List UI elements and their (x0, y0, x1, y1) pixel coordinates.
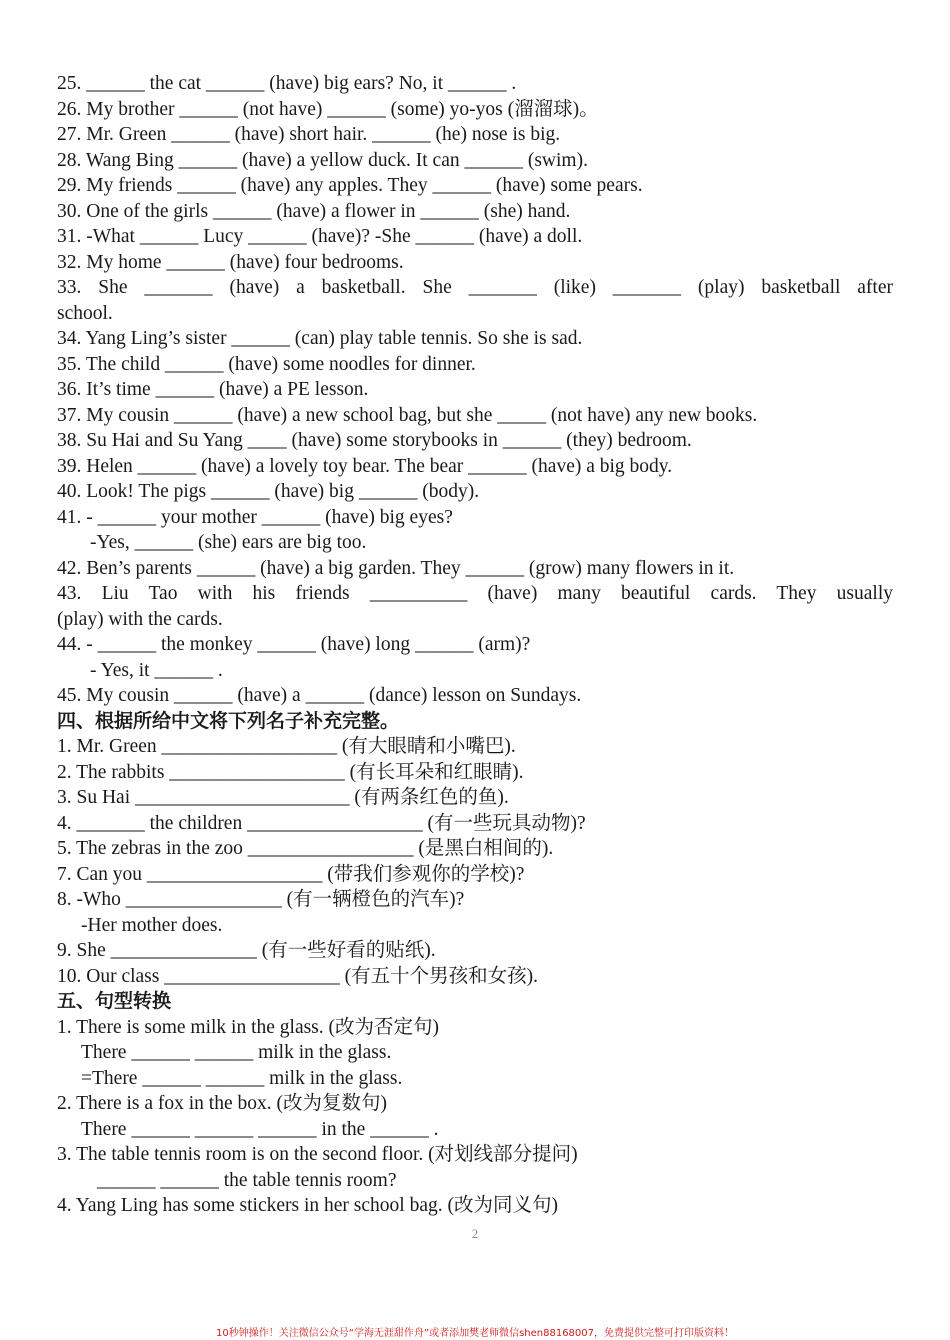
exercise-line: 2. There is a fox in the box. (改为复数句) (57, 1093, 387, 1114)
exercise-line: 28. Wang Bing ______ (have) a yellow duck. It can ______ (swim). (57, 149, 588, 171)
exercise-line: There ______ ______ ______ in the ______ . (81, 1118, 439, 1140)
page-number: 2 (471, 1226, 479, 1241)
exercise-line: 42. Ben’s parents ______ (have) a big garden. They ______ (grow) many flowers in it. (57, 557, 735, 579)
exercise-line: 25. ______ the cat ______ (have) big ears? No, it ______ . (57, 73, 517, 94)
exercise-line: 27. Mr. Green ______ (have) short hair. ______ (he) nose is big. (57, 124, 561, 145)
exercise-line: 31. -What ______ Lucy ______ (have)? -She ______ (have) a doll. (57, 226, 583, 247)
exercise-line: -Yes, ______ (she) ears are big too. (90, 532, 367, 553)
exercise-line: 3. The table tennis room is on the second floor. (对划线部分提问) (57, 1144, 578, 1165)
exercise-line: (play) with the cards. (57, 608, 223, 630)
exercise-line: 5. The zebras in the zoo _________________ (是黑白相间的). (57, 838, 554, 859)
exercise-line: 44. - ______ the monkey ______ (have) long ______ (arm)? (57, 634, 531, 655)
exercise-line: 40. Look! The pigs ______ (have) big ______ (body). (57, 481, 480, 502)
section-heading: 五、句型转换 (57, 990, 172, 1012)
exercise-line: 9. She _______________ (有一些好看的贴纸). (57, 940, 436, 961)
exercise-line: 30. One of the girls ______ (have) a flower in ______ (she) hand. (57, 200, 571, 222)
exercise-line: 26. My brother ______ (not have) ______ (some) yo-yos (溜溜球)。 (57, 98, 599, 120)
exercise-line: 2. The rabbits __________________ (有长耳朵和红眼睛). (57, 761, 524, 783)
exercise-line: 4. Yang Ling has some stickers in her school bag. (改为同义句) (57, 1195, 558, 1216)
exercise-line: There ______ ______ milk in the glass. (81, 1042, 392, 1063)
exercise-line: 7. Can you __________________ (带我们参观你的学校)? (57, 863, 525, 885)
exercise-line: ______ ______ the table tennis room? (97, 1169, 397, 1191)
exercise-line: 1. There is some milk in the glass. (改为否定句) (57, 1016, 440, 1038)
exercise-line: 45. My cousin ______ (have) a ______ (dance) lesson on Sundays. (57, 685, 582, 706)
exercise-line: 43. Liu Tao with his friends __________ (have) many beautiful cards. They usually (57, 583, 893, 604)
exercise-line: 1. Mr. Green __________________ (有大眼睛和小嘴巴). (57, 736, 516, 757)
exercise-line: 39. Helen ______ (have) a lovely toy bear. The bear ______ (have) a big body. (57, 455, 673, 477)
exercise-line: 38. Su Hai and Su Yang ____ (have) some storybooks in ______ (they) bedroom. (57, 430, 692, 451)
exercise-line: 4. _______ the children __________________ (有一些玩具动物)? (57, 812, 586, 834)
exercise-line: 32. My home ______ (have) four bedrooms. (57, 251, 404, 273)
exercise-line: 34. Yang Ling’s sister ______ (can) play table tennis. So she is sad. (57, 328, 583, 349)
exercise-line: school. (57, 302, 113, 324)
exercise-line: 37. My cousin ______ (have) a new school bag, but she _____ (not have) any new books. (57, 404, 758, 426)
exercise-line: 35. The child ______ (have) some noodles for dinner. (57, 353, 476, 375)
exercise-line: 41. - ______ your mother ______ (have) big eyes? (57, 506, 453, 528)
exercise-line: 29. My friends ______ (have) any apples. They ______ (have) some pears. (57, 175, 643, 196)
exercise-line: =There ______ ______ milk in the glass. (81, 1067, 403, 1089)
exercise-line: 33. She _______ (have) a basketball. She _______ (like) _______ (play) basketball after (57, 277, 893, 298)
exercise-line: 36. It’s time ______ (have) a PE lesson. (57, 379, 369, 400)
exercise-line: 8. -Who ________________ (有一辆橙色的汽车)? (57, 889, 465, 910)
exercise-line: - Yes, it ______ . (90, 659, 223, 681)
exercise-line: 10. Our class __________________ (有五十个男孩和女孩). (57, 965, 538, 987)
exercise-line: -Her mother does. (81, 914, 223, 936)
worksheet-page (57, 71, 893, 1219)
exercise-line: 3. Su Hai ______________________ (有两条红色的鱼). (57, 787, 509, 808)
section-heading: 四、根据所给中文将下列名子补充完整。 (57, 709, 400, 732)
footer-notice: 10秒钟操作！关注微信公众号“学海无涯甜作舟”或者添加樊老师微信shen88168007，免费提供完整可打印版资料！ (215, 1328, 735, 1339)
